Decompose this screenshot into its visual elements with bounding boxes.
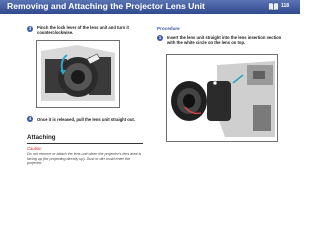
step-1-text: Insert the lens unit straight into the lens insertion section with the white circle on the lens on top. [167,35,282,46]
step-badge: 4 [28,116,32,121]
step-badge: 3 [28,26,32,31]
caution-text: Do not remove or attach the lens unit when the projector's lens area is facing up (for projecting directly up). Dust or dirt could enter the projector. [27,152,142,166]
caution-label: Caution [27,146,42,151]
lens-insertion-illustration [167,55,277,141]
step-badge: 1 [158,35,162,40]
header-bar [0,0,300,14]
step-4-text: Once it is released, pull the lens unit straight out. [37,117,135,122]
section-title: Attaching [27,134,56,141]
page-title: Removing and Attaching the Projector Lens Unit [7,1,205,11]
lock-lever-figure [36,40,120,108]
step-3-text: Pinch the lock lever of the lens unit and turn it counterclockwise. [37,25,129,36]
book-icon [268,2,279,11]
lock-lever-illustration [37,41,119,107]
page-number: 118 [281,3,290,9]
section-divider [27,143,143,144]
procedure-heading: Procedure [157,26,180,31]
lens-insertion-figure [166,54,278,142]
